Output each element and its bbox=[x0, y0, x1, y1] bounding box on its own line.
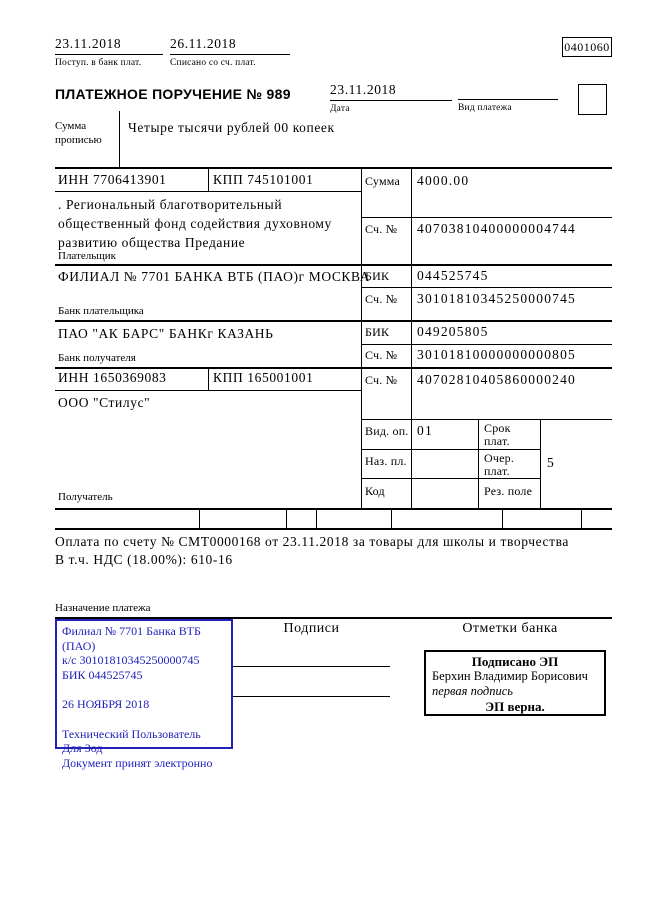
line-under-payer-inn bbox=[55, 191, 361, 192]
table-label-col-divider bbox=[411, 169, 412, 508]
stamp-accepted-note: Документ принят электронно bbox=[62, 755, 213, 770]
stamp-bank-name: Филиал № 7701 Банка ВТБ (ПАО) bbox=[62, 624, 201, 653]
payment-type-label: Вид платежа bbox=[458, 103, 512, 113]
payer-bank-account-label: Сч. № bbox=[365, 292, 398, 306]
payee-account-label: Сч. № bbox=[365, 373, 398, 387]
budget-field-cell bbox=[287, 508, 317, 528]
signature-verification-stamp bbox=[424, 650, 606, 716]
amount-words-divider bbox=[119, 111, 120, 167]
debited-date: 26.11.2018 bbox=[170, 36, 290, 55]
payment-type-checkbox bbox=[578, 84, 607, 115]
payee-bank-account-label: Сч. № bbox=[365, 348, 398, 362]
payer-bank-bik-label: БИК bbox=[365, 269, 390, 283]
priority-value: 5 bbox=[547, 455, 555, 470]
stamp-verified-label: ЭП верна. bbox=[485, 699, 545, 714]
payer-bank-bik: 044525745 bbox=[417, 268, 489, 283]
stamp-first-signature-label: первая подпись bbox=[432, 684, 513, 698]
stamp-bik: БИК 044525745 bbox=[62, 667, 143, 682]
payee-bank-account: 30101810000000000805 bbox=[417, 347, 576, 362]
payee-bank-label: Банк получателя bbox=[58, 352, 136, 364]
debited-date-label: Списано со сч. плат. bbox=[170, 58, 256, 68]
payer-inn-kpp-divider bbox=[208, 169, 209, 191]
payer-bank-name: ФИЛИАЛ № 7701 БАНКА ВТБ (ПАО)г МОСКВА bbox=[58, 269, 371, 284]
payer-inn: ИНН 7706413901 bbox=[58, 172, 167, 187]
payer-account: 40703810400000004744 bbox=[417, 221, 576, 236]
signature-line-2 bbox=[233, 696, 390, 697]
payer-bank-account: 30101810345250000745 bbox=[417, 291, 576, 306]
bank-electronic-stamp bbox=[55, 619, 233, 770]
payer-account-label: Сч. № bbox=[365, 222, 398, 236]
operation-type-label: Вид. оп. bbox=[365, 424, 409, 438]
sum-label: Сумма bbox=[365, 174, 400, 188]
received-date-field bbox=[55, 36, 163, 68]
received-date: 23.11.2018 bbox=[55, 36, 163, 55]
form-code-box: 0401060 bbox=[562, 37, 612, 57]
sum-value: 4000.00 bbox=[417, 173, 470, 188]
table-center-divider bbox=[361, 169, 362, 508]
payee-label: Получатель bbox=[58, 491, 113, 503]
mini-table-col-divider-left bbox=[478, 419, 479, 508]
line-under-sum bbox=[361, 217, 612, 218]
stamp-signer-name: Берхин Владимир Борисович bbox=[432, 669, 588, 683]
payee-name: ООО "Стилус" bbox=[58, 395, 151, 410]
received-date-label: Поступ. в банк плат. bbox=[55, 58, 142, 68]
payee-inn-kpp-divider bbox=[208, 367, 209, 390]
document-title: ПЛАТЕЖНОЕ ПОРУЧЕНИЕ № 989 bbox=[55, 86, 291, 102]
budget-field-cell bbox=[582, 508, 612, 528]
date-field bbox=[330, 82, 452, 114]
payer-kpp: КПП 745101001 bbox=[213, 172, 314, 187]
mini-table-top-line bbox=[361, 419, 612, 420]
line-under-payer-bank bbox=[55, 320, 612, 322]
budget-field-cell bbox=[503, 508, 582, 528]
payer-name: . Региональный благотворительный общественный фонд содействия духовному развитию общества Предание bbox=[58, 197, 332, 250]
budget-field-cell bbox=[392, 508, 503, 528]
payee-bank-bik-label: БИК bbox=[365, 325, 390, 339]
stamp-tech-user: Технический Пользователь Для Зод bbox=[62, 726, 201, 755]
signatures-title: Подписи bbox=[283, 621, 340, 636]
mini-table-row-line2 bbox=[361, 478, 540, 479]
reserve-field-label: Рез. поле bbox=[484, 484, 533, 498]
budget-field-cell bbox=[200, 508, 287, 528]
stamp-corr-account: к/с 30101810345250000745 bbox=[62, 653, 200, 667]
payment-purpose-text: Оплата по счету № СМТ0000168 от 23.11.2018 за товары для школы и творчества В т.ч. НДС (18.00%): 610-16 bbox=[55, 534, 569, 567]
line-under-payee-inn bbox=[55, 390, 361, 391]
purpose-code-label: Наз. пл. bbox=[365, 454, 407, 468]
payer-bank-label: Банк плательщика bbox=[58, 305, 144, 317]
payment-purpose-label: Назначение платежа bbox=[55, 602, 151, 614]
amount-words: Четыре тысячи рублей 00 копеек bbox=[128, 120, 335, 135]
date-value: 23.11.2018 bbox=[330, 82, 452, 101]
signature-line-1 bbox=[233, 666, 390, 667]
payee-inn: ИНН 1650369083 bbox=[58, 370, 167, 385]
line-under-payee-bank bbox=[55, 367, 612, 369]
stamp-date: 26 НОЯБРЯ 2018 bbox=[62, 697, 150, 711]
payment-type-value bbox=[458, 82, 558, 100]
amount-words-label: Сумма прописью bbox=[55, 120, 102, 146]
budget-field-cell bbox=[55, 508, 200, 528]
payer-label: Плательщик bbox=[58, 250, 116, 262]
payee-kpp: КПП 165001001 bbox=[213, 370, 314, 385]
debited-date-field bbox=[170, 36, 290, 68]
line-under-payer bbox=[55, 264, 612, 266]
priority-label: Очер. плат. bbox=[484, 451, 515, 478]
main-table bbox=[55, 167, 612, 510]
payment-term-label: Срок плат. bbox=[484, 421, 511, 448]
stamp-signed-label: Подписано ЭП bbox=[471, 654, 559, 669]
payee-bank-bik: 049205805 bbox=[417, 324, 489, 339]
payee-bank-name: ПАО "АК БАРС" БАНКг КАЗАНЬ bbox=[58, 326, 274, 341]
date-label: Дата bbox=[330, 104, 350, 114]
mini-table-row-line1 bbox=[361, 449, 540, 450]
line-under-bik2 bbox=[361, 344, 612, 345]
bank-marks-title: Отметки банка bbox=[462, 621, 558, 636]
budget-field-cell bbox=[317, 508, 392, 528]
payee-account: 40702810405860000240 bbox=[417, 372, 576, 387]
budget-fields-row bbox=[55, 508, 612, 530]
line-under-bik1 bbox=[361, 287, 612, 288]
mini-table-col-divider-right bbox=[540, 419, 541, 508]
payment-type-field bbox=[458, 82, 558, 113]
code-label: Код bbox=[365, 484, 385, 498]
operation-type: 01 bbox=[417, 423, 433, 438]
